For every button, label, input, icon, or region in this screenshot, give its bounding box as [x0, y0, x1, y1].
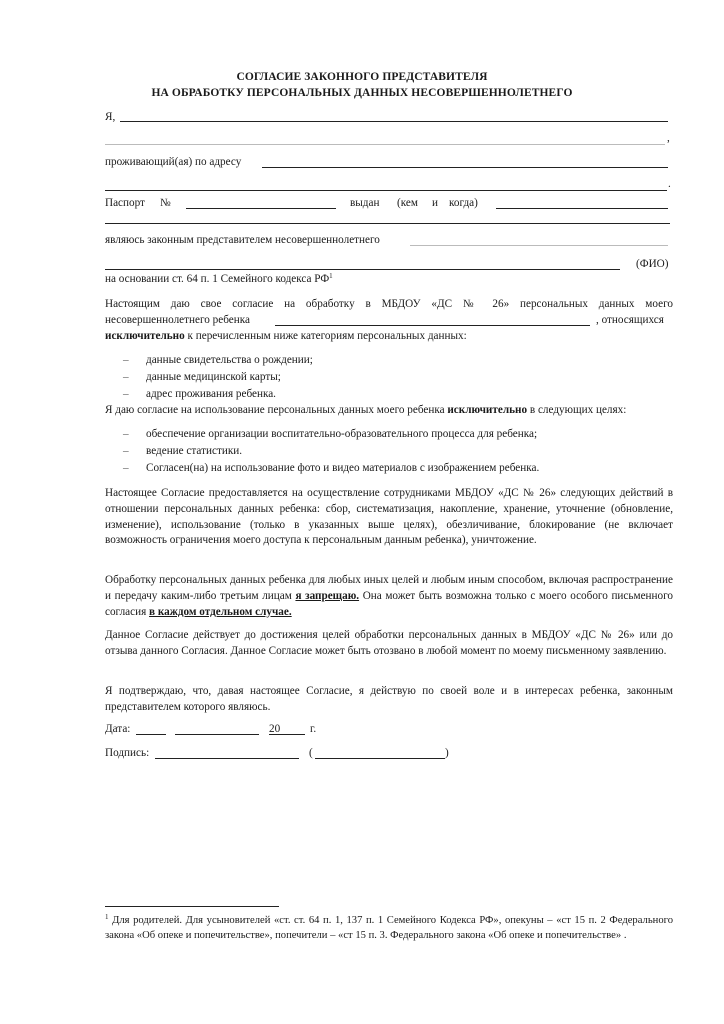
footnote: $^1$ Для родителей. Для усыновителей «ст. ст. 64 п. 1, 137 п. 1 Семейного Кодекса РФ», опекуны – «ст 15 п. 2 Федерального закона «Об опеке и попечительстве», попечители – «ст 15 п. 3. Федерального закона «Об опеке и попечительстве» . — [105, 913, 673, 941]
name-field[interactable] — [120, 121, 668, 122]
consent-line1: Настоящим даю свое согласие на обработку в МБДОУ «ДС № 26» персональных данных моего — [105, 298, 673, 310]
consent-line2-start: несовершеннолетнего ребенка — [105, 314, 250, 326]
passport-issuer-field-continued[interactable] — [105, 223, 670, 224]
footnote-ref: 1 — [329, 272, 333, 280]
signature-open-paren: ( — [309, 747, 313, 759]
number-sign: № — [160, 197, 171, 209]
passport-number-field[interactable] — [186, 208, 336, 209]
issued-label: выдан — [350, 197, 380, 209]
purpose-item: Согласен(на) на использование фото и видео материалов с изображением ребенка. — [146, 462, 540, 474]
address-field[interactable] — [262, 167, 668, 168]
date-year-field[interactable] — [269, 734, 305, 735]
signature-label: Подпись: — [105, 747, 150, 759]
dash-mark: – — [123, 354, 129, 366]
child-name-consent-field[interactable] — [275, 325, 590, 326]
dash-mark: – — [123, 428, 129, 440]
comma-mark: , — [667, 132, 670, 144]
representative-label: являюсь законным представителем несовершеннолетнего — [105, 234, 380, 246]
actions-paragraph: Настоящее Согласие предоставляется на осуществление сотрудниками МБДОУ «ДС № 26» следующих действий в отношении персональных данных ребенка: сбор, систематизация, накопление, хранение, уточнение (обновление, изменение), использование (только в указанных выше целях), обезличивание, блокирование (не включает возможность ограничения моего доступа к персональным данным ребенка), уничтожение. — [105, 487, 673, 547]
signature-name-field[interactable] — [315, 758, 445, 759]
date-year-prefix: 20 — [269, 723, 281, 735]
fio-label: (ФИО) — [636, 258, 669, 270]
purpose-item: ведение статистики. — [146, 445, 243, 457]
document-title-line2: НА ОБРАБОТКУ ПЕРСОНАЛЬНЫХ ДАННЫХ НЕСОВЕРШЕННОЛЕТНЕГО — [151, 87, 573, 99]
date-month-field[interactable] — [175, 734, 259, 735]
dash-mark: – — [123, 371, 129, 383]
document-title-line1: СОГЛАСИЕ ЗАКОННОГО ПРЕДСТАВИТЕЛЯ — [236, 71, 488, 83]
child-name-field[interactable] — [410, 245, 668, 246]
by-whom-label: (кем — [397, 197, 418, 209]
consent-line2-end: , относящихся — [596, 314, 664, 326]
purpose-item: обеспечение организации воспитательно-образовательного процесса для ребенка; — [146, 428, 538, 440]
category-item: адрес проживания ребенка. — [146, 388, 276, 400]
address-field-continued[interactable] — [105, 190, 667, 191]
residing-label: проживающий(ая) по адресу — [105, 156, 242, 168]
validity-paragraph: Данное Согласие действует до достижения целей обработки персональных данных в МБДОУ «ДС № 26» или до отзыва данного Согласия. Данное Согласие может быть отозвано в любой момент по моему письменному заявлению. — [105, 629, 673, 657]
confirmation-paragraph: Я подтверждаю, что, давая настоящее Согласие, я действую по своей воле и в интересах ребенка, законным представителем которого являюсь. — [105, 685, 673, 713]
and-label: и — [432, 197, 438, 209]
footnote-mark: 1 — [105, 913, 109, 921]
footnote-separator — [105, 906, 279, 907]
passport-label: Паспорт — [105, 197, 145, 209]
i-label: Я, — [105, 111, 116, 123]
when-label: когда) — [449, 197, 478, 209]
date-day-field[interactable] — [136, 734, 166, 735]
prohibition-paragraph: Обработку персональных данных ребенка для любых иных целей и любым иным способом, включая распространение и передачу каким-либо третьим лицам я запрещаю. Она может быть возможна только с моего особого письменного согласия в каждом отдельном случае. — [105, 574, 674, 618]
signature-field[interactable] — [155, 758, 299, 759]
dash-mark: – — [123, 445, 129, 457]
date-year-suffix: г. — [310, 723, 317, 735]
name-field-continued[interactable] — [105, 144, 665, 145]
period-mark: . — [668, 178, 671, 190]
consent-line3: исключительно к перечисленным ниже категориям персональных данных: — [105, 330, 467, 342]
signature-close-paren: ) — [445, 747, 449, 759]
date-label: Дата: — [105, 723, 131, 735]
basis-text: на основании ст. 64 п. 1 Семейного кодекса $РФ^1$ — [105, 272, 333, 285]
dash-mark: – — [123, 462, 129, 474]
child-fio-field[interactable] — [105, 269, 620, 270]
category-item: данные свидетельства о рождении; — [146, 354, 313, 366]
dash-mark: – — [123, 388, 129, 400]
purposes-intro: Я даю согласие на использование персональных данных моего ребенка исключительно в следующих целях: — [105, 404, 627, 416]
category-item: данные медицинской карты; — [146, 371, 281, 383]
passport-issuer-field[interactable] — [496, 208, 668, 209]
